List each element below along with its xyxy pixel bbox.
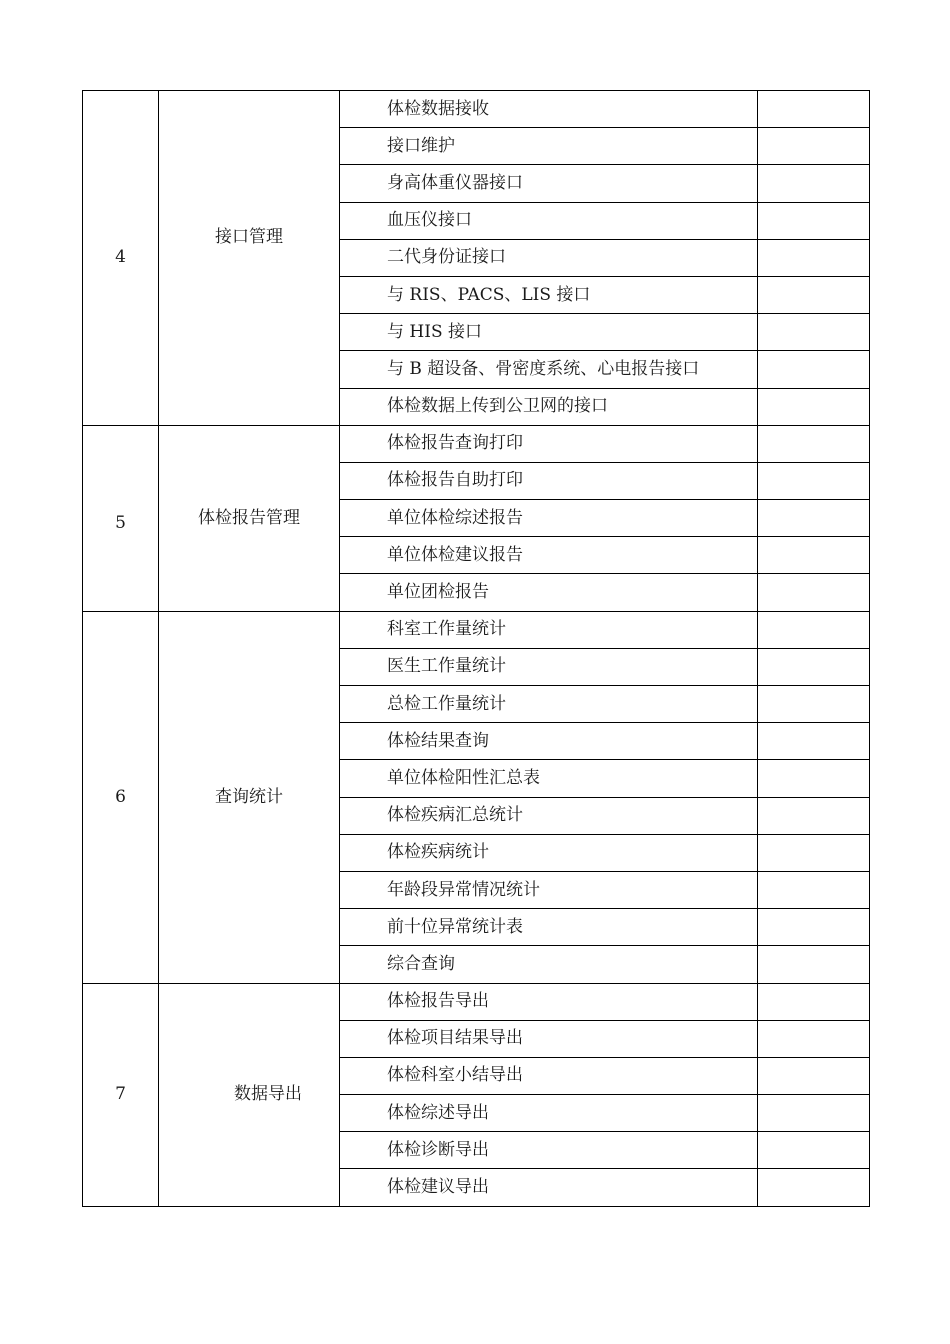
- feature-cell: 体检报告自助打印: [340, 462, 758, 499]
- empty-cell: [758, 983, 870, 1020]
- feature-cell: 年龄段异常情况统计: [340, 871, 758, 908]
- group-number-cell: 5: [83, 425, 159, 611]
- empty-cell: [758, 871, 870, 908]
- table-row: [83, 91, 870, 128]
- empty-cell: [758, 834, 870, 871]
- feature-cell: 体检结果查询: [340, 723, 758, 760]
- feature-cell: 体检项目结果导出: [340, 1020, 758, 1057]
- empty-cell: [758, 202, 870, 239]
- feature-cell: 综合查询: [340, 946, 758, 983]
- feature-cell: 单位体检阳性汇总表: [340, 760, 758, 797]
- empty-cell: [758, 388, 870, 425]
- empty-cell: [758, 128, 870, 165]
- feature-cell: 体检疾病汇总统计: [340, 797, 758, 834]
- empty-cell: [758, 165, 870, 202]
- group-number-cell: 7: [83, 983, 159, 1206]
- empty-cell: [758, 1169, 870, 1206]
- feature-cell: 体检报告查询打印: [340, 425, 758, 462]
- empty-cell: [758, 946, 870, 983]
- empty-cell: [758, 239, 870, 276]
- feature-cell: 医生工作量统计: [340, 648, 758, 685]
- feature-cell: 接口维护: [340, 128, 758, 165]
- feature-cell: 体检数据接收: [340, 91, 758, 128]
- group-module-cell: 体检报告管理: [159, 425, 340, 611]
- empty-cell: [758, 686, 870, 723]
- empty-cell: [758, 462, 870, 499]
- table-row: [83, 983, 870, 1020]
- feature-cell: 体检报告导出: [340, 983, 758, 1020]
- feature-cell: 体检科室小结导出: [340, 1057, 758, 1094]
- empty-cell: [758, 1020, 870, 1057]
- group-number-cell: 6: [83, 611, 159, 983]
- empty-cell: [758, 1057, 870, 1094]
- empty-cell: [758, 723, 870, 760]
- table-row: [83, 425, 870, 462]
- empty-cell: [758, 425, 870, 462]
- feature-cell: 体检建议导出: [340, 1169, 758, 1206]
- empty-cell: [758, 1132, 870, 1169]
- empty-cell: [758, 1095, 870, 1132]
- feature-cell: 身高体重仪器接口: [340, 165, 758, 202]
- empty-cell: [758, 909, 870, 946]
- empty-cell: [758, 276, 870, 313]
- empty-cell: [758, 351, 870, 388]
- feature-cell: 二代身份证接口: [340, 239, 758, 276]
- group-module-cell: 查询统计: [159, 611, 340, 983]
- empty-cell: [758, 611, 870, 648]
- empty-cell: [758, 537, 870, 574]
- empty-cell: [758, 500, 870, 537]
- feature-cell: 体检诊断导出: [340, 1132, 758, 1169]
- feature-cell: 单位团检报告: [340, 574, 758, 611]
- feature-cell: 单位体检综述报告: [340, 500, 758, 537]
- empty-cell: [758, 797, 870, 834]
- empty-cell: [758, 648, 870, 685]
- feature-cell: 体检综述导出: [340, 1095, 758, 1132]
- group-module-cell: 数据导出: [159, 983, 340, 1206]
- feature-cell: 与 B 超设备、骨密度系统、心电报告接口: [340, 351, 758, 388]
- empty-cell: [758, 314, 870, 351]
- empty-cell: [758, 574, 870, 611]
- table-row: [83, 611, 870, 648]
- feature-cell: 与 RIS、PACS、LIS 接口: [340, 276, 758, 313]
- group-module-cell: 接口管理: [159, 91, 340, 426]
- feature-cell: 与 HIS 接口: [340, 314, 758, 351]
- feature-cell: 体检疾病统计: [340, 834, 758, 871]
- feature-cell: 单位体检建议报告: [340, 537, 758, 574]
- feature-cell: 前十位异常统计表: [340, 909, 758, 946]
- feature-cell: 血压仪接口: [340, 202, 758, 239]
- feature-spec-table-body: [83, 91, 870, 1207]
- feature-spec-table: [82, 90, 870, 1207]
- feature-cell: 科室工作量统计: [340, 611, 758, 648]
- feature-cell: 体检数据上传到公卫网的接口: [340, 388, 758, 425]
- feature-cell: 总检工作量统计: [340, 686, 758, 723]
- group-number-cell: 4: [83, 91, 159, 426]
- empty-cell: [758, 91, 870, 128]
- empty-cell: [758, 760, 870, 797]
